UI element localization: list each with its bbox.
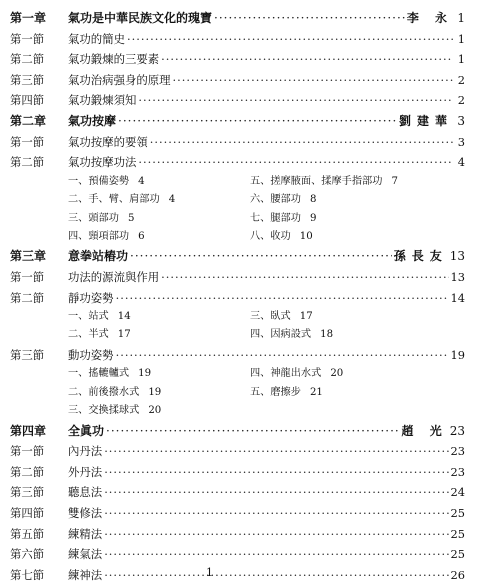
section-entry <box>10 267 465 288</box>
page-number: 1 <box>206 566 213 579</box>
subsection-title: 三、頭部功 <box>68 212 119 224</box>
subsection-item <box>68 173 250 191</box>
entry-label: 第一章 <box>10 11 47 25</box>
dot-leader <box>130 246 392 267</box>
subsection-title: 三、臥式 <box>250 311 291 323</box>
subsection-item <box>250 365 450 383</box>
entry-author: 李 永 <box>406 11 453 25</box>
dot-leader <box>116 345 449 366</box>
subsection-page-number: 20 <box>330 368 344 380</box>
subsection-page-number: 17 <box>117 329 131 341</box>
entry-page-number: 2 <box>457 72 465 87</box>
entry-title: 內丹法 <box>68 444 103 459</box>
subsection-title: 一、站式 <box>68 311 109 323</box>
subsection-row <box>10 308 465 326</box>
subsection-row <box>10 326 465 344</box>
section-entry <box>10 288 465 309</box>
entry-title: 練精法 <box>68 526 103 541</box>
entry-page-number: 3 <box>457 113 465 128</box>
entry-page-number: 2 <box>457 93 465 108</box>
subsection-page-number: 4 <box>138 175 145 187</box>
dot-leader <box>104 482 448 503</box>
subsection-title: 五、磨擦步 <box>250 386 301 398</box>
subsection-page-number: 7 <box>391 175 398 187</box>
entry-page-number: 13 <box>450 269 465 284</box>
subsection-title: 二、手、臂、肩部功 <box>68 194 160 206</box>
subsection-item <box>68 191 250 209</box>
page-footer <box>0 566 479 579</box>
entry-label: 第二節 <box>10 52 45 67</box>
subsection-item <box>68 402 250 420</box>
entry-title: 動功姿勢 <box>68 347 114 362</box>
section-entry <box>10 90 465 111</box>
subsection-item <box>68 384 250 402</box>
entry-page-number: 23 <box>449 423 465 438</box>
entry-label: 第二章 <box>10 113 47 128</box>
subsection-title: 五、搓摩腋面、揉摩手指部功 <box>250 175 383 187</box>
entry-title: 氣功的簡史 <box>68 31 125 46</box>
entry-page-number: 1 <box>457 11 465 25</box>
entry-label: 第一節 <box>10 134 45 149</box>
entry-label: 第七節 <box>10 567 45 582</box>
subsection-title: 八、收功 <box>250 230 291 242</box>
subsection-page-number: 14 <box>117 311 131 323</box>
subsection-page-number: 17 <box>299 311 313 323</box>
entry-page-number: 13 <box>449 249 465 264</box>
entry-label: 第四節 <box>10 506 45 521</box>
section-entry <box>10 441 465 462</box>
entry-title: 氣功是中華民族文化的瑰寶 <box>68 11 213 25</box>
chapter-entry <box>10 111 465 132</box>
subsection-page-number: 9 <box>309 212 317 224</box>
subsection-row <box>10 365 465 383</box>
dot-leader <box>118 111 397 132</box>
subsection-item <box>68 228 250 246</box>
entry-title: 外丹法 <box>68 464 103 479</box>
subsection-row <box>10 191 465 209</box>
section-entry <box>10 29 465 50</box>
section-entry <box>10 544 465 565</box>
entry-title: 氣功鍛煉須知 <box>68 93 137 108</box>
entry-title: 雙修法 <box>68 506 103 521</box>
entry-title: 氣功按摩功法 <box>68 155 137 170</box>
dot-leader <box>214 8 405 29</box>
entry-page-number: 3 <box>457 134 465 149</box>
subsection-item <box>250 210 450 228</box>
subsection-page-number: 5 <box>127 212 135 224</box>
entry-page-number: 4 <box>457 155 465 170</box>
entry-page-number: 26 <box>450 567 465 582</box>
section-entry <box>10 70 465 91</box>
entry-title: 功法的源流與作用 <box>68 269 160 284</box>
entry-page-number: 14 <box>450 290 465 305</box>
section-entry <box>10 345 465 366</box>
dot-leader <box>161 49 453 70</box>
subsection-page-number: 6 <box>138 230 145 242</box>
dot-leader <box>138 90 453 111</box>
subsection-title: 一、預備姿勢 <box>68 175 130 187</box>
subsection-page-number: 20 <box>148 405 162 417</box>
dot-leader <box>138 152 453 173</box>
section-entry <box>10 152 465 173</box>
dot-leader <box>116 288 449 309</box>
entry-page-number: 1 <box>457 31 465 46</box>
entry-page-number: 25 <box>450 526 465 541</box>
dot-leader <box>127 29 453 50</box>
entry-page-number: 23 <box>450 464 465 479</box>
dot-leader <box>173 70 453 91</box>
subsection-row <box>10 402 465 420</box>
subsection-title: 四、因病設式 <box>250 329 312 341</box>
section-entry <box>10 482 465 503</box>
section-entry <box>10 49 465 70</box>
subsection-page-number: 19 <box>148 386 162 398</box>
subsection-item <box>68 308 250 326</box>
subsection-item <box>250 191 450 209</box>
subsection-item <box>68 365 250 383</box>
subsection-page-number: 10 <box>299 230 313 242</box>
section-entry <box>10 132 465 153</box>
dot-leader <box>150 132 453 153</box>
subsection-page-number: 8 <box>309 194 317 206</box>
entry-title: 練神法 <box>68 567 103 582</box>
entry-label: 第二節 <box>10 290 45 305</box>
subsection-item <box>250 308 450 326</box>
subsection-title: 四、頸項部功 <box>68 230 130 242</box>
subsection-item <box>250 173 450 191</box>
entry-title: 氣功按摩 <box>68 113 117 128</box>
entry-title: 全眞功 <box>68 423 105 438</box>
subsection-item <box>250 402 450 420</box>
section-entry <box>10 503 465 524</box>
subsection-title: 四、神龍出水式 <box>250 368 322 380</box>
entry-title: 練氣法 <box>68 547 103 562</box>
chapter-entry <box>10 421 465 442</box>
entry-label: 第一節 <box>10 444 45 459</box>
subsection-title: 二、半式 <box>68 329 109 341</box>
entry-label: 第三節 <box>10 347 45 362</box>
entry-title: 意拳站樁功 <box>68 249 129 264</box>
subsection-row <box>10 384 465 402</box>
table-of-contents <box>10 8 465 585</box>
subsection-title: 七、腿部功 <box>250 212 301 224</box>
entry-label: 第六節 <box>10 547 45 562</box>
section-entry <box>10 524 465 545</box>
dot-leader <box>104 462 448 483</box>
entry-page-number: 1 <box>457 52 465 67</box>
dot-leader <box>104 544 448 565</box>
entry-title: 靜功姿勢 <box>68 290 114 305</box>
subsection-page-number: 4 <box>168 194 176 206</box>
subsection-title: 六、腰部功 <box>250 194 301 206</box>
subsection-page-number: 18 <box>320 329 334 341</box>
subsection-item <box>68 326 250 344</box>
entry-page-number: 25 <box>450 506 465 521</box>
entry-title: 氣功鍛煉的三要素 <box>68 52 160 67</box>
chapter-entry <box>10 246 465 267</box>
dot-leader <box>161 267 448 288</box>
entry-label: 第一節 <box>10 269 45 284</box>
chapter-entry <box>10 8 465 29</box>
subsection-title: 三、交換揉球式 <box>68 405 140 417</box>
entry-title: 聽息法 <box>68 485 103 500</box>
entry-label: 第三節 <box>10 72 45 87</box>
subsection-title: 一、搖轆轤式 <box>68 368 130 380</box>
section-entry <box>10 462 465 483</box>
entry-page-number: 25 <box>450 547 465 562</box>
dot-leader <box>106 421 400 442</box>
entry-author: 孫長友 <box>393 249 448 264</box>
entry-label: 第一節 <box>10 31 45 46</box>
entry-page-number: 23 <box>450 444 465 459</box>
entry-author: 趙 光 <box>401 423 448 438</box>
subsection-item <box>250 228 450 246</box>
subsection-item <box>250 326 450 344</box>
entry-label: 第三節 <box>10 485 45 500</box>
entry-author: 劉建華 <box>398 113 453 128</box>
entry-label: 第四節 <box>10 93 45 108</box>
entry-label: 第二節 <box>10 464 45 479</box>
subsection-row <box>10 173 465 191</box>
dot-leader <box>104 441 448 462</box>
entry-page-number: 19 <box>450 347 465 362</box>
dot-leader <box>104 503 448 524</box>
subsection-row <box>10 228 465 246</box>
subsection-row <box>10 210 465 228</box>
entry-label: 第四章 <box>10 423 47 438</box>
subsection-title: 二、前後撥水式 <box>68 386 140 398</box>
entry-label: 第五節 <box>10 526 45 541</box>
entry-page-number: 24 <box>450 485 465 500</box>
entry-title: 氣功按摩的要領 <box>68 134 148 149</box>
entry-title: 氣功治病强身的原理 <box>68 72 171 87</box>
dot-leader <box>104 524 448 545</box>
subsection-page-number: 21 <box>309 386 323 398</box>
entry-label: 第二節 <box>10 155 45 170</box>
subsection-item <box>250 384 450 402</box>
entry-label: 第三章 <box>10 249 47 264</box>
subsection-page-number: 19 <box>138 368 152 380</box>
subsection-item <box>68 210 250 228</box>
